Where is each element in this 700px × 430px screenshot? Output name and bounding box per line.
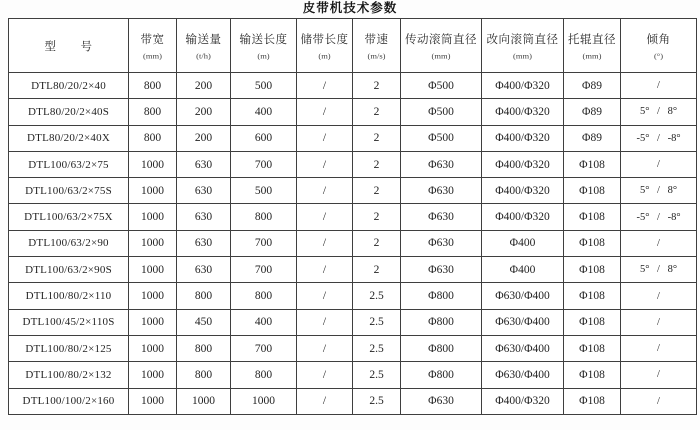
table-head: [9, 19, 697, 73]
cell-capacity: 1000: [177, 388, 231, 414]
column-header-length: [231, 19, 297, 73]
cell-model: DTL100/45/2×110S: [9, 309, 129, 335]
cell-angle: /: [621, 309, 697, 335]
column-header-idler: [564, 19, 621, 73]
cell-model: DTL100/63/2×75X: [9, 204, 129, 230]
cell-idler: Φ108: [564, 178, 621, 204]
cell-drive_drum: Φ500: [401, 73, 482, 99]
cell-model: DTL80/20/2×40S: [9, 99, 129, 125]
column-unit: (m/s): [367, 51, 386, 60]
column-header-speed: [353, 19, 401, 73]
column-header-model: [9, 19, 129, 73]
cell-drive_drum: Φ630: [401, 178, 482, 204]
cell-idler: Φ108: [564, 230, 621, 256]
cell-capacity: 630: [177, 230, 231, 256]
table-row: [9, 257, 697, 283]
cell-idler: Φ108: [564, 362, 621, 388]
column-header-belt_width: [129, 19, 177, 73]
cell-belt_width: 1000: [129, 204, 177, 230]
cell-bend_drum: Φ630/Φ400: [482, 309, 564, 335]
cell-angle: /: [621, 73, 697, 99]
column-header-angle: [621, 19, 697, 73]
cell-length: 800: [231, 204, 297, 230]
cell-angle: /: [621, 335, 697, 361]
table-row: [9, 73, 697, 99]
cell-bend_drum: Φ400/Φ320: [482, 99, 564, 125]
table-row: [9, 151, 697, 177]
cell-capacity: 800: [177, 335, 231, 361]
cell-storage_length: /: [297, 362, 353, 388]
column-label: 带速: [364, 33, 389, 46]
column-label: 改向滚筒直径: [486, 33, 559, 46]
cell-length: 400: [231, 309, 297, 335]
column-unit: (mm): [513, 51, 532, 60]
cell-speed: 2: [353, 99, 401, 125]
cell-bend_drum: Φ400/Φ320: [482, 125, 564, 151]
cell-drive_drum: Φ630: [401, 388, 482, 414]
cell-angle: /: [621, 230, 697, 256]
cell-bend_drum: Φ630/Φ400: [482, 335, 564, 361]
cell-model: DTL100/63/2×75: [9, 151, 129, 177]
column-header-storage_length: [297, 19, 353, 73]
cell-speed: 2.5: [353, 309, 401, 335]
column-header-drive_drum: [401, 19, 482, 73]
cell-length: 700: [231, 230, 297, 256]
cell-idler: Φ108: [564, 151, 621, 177]
cell-belt_width: 800: [129, 73, 177, 99]
cell-bend_drum: Φ400: [482, 230, 564, 256]
cell-idler: Φ89: [564, 125, 621, 151]
table-row: [9, 125, 697, 151]
column-unit: (mm): [582, 51, 602, 60]
cell-model: DTL100/80/2×132: [9, 362, 129, 388]
table-row: [9, 335, 697, 361]
page-title: 皮带机技术参数: [302, 1, 398, 15]
cell-length: 500: [231, 178, 297, 204]
cell-bend_drum: Φ400/Φ320: [482, 73, 564, 99]
cell-bend_drum: Φ400/Φ320: [482, 151, 564, 177]
cell-length: 1000: [231, 388, 297, 414]
cell-storage_length: /: [297, 257, 353, 283]
cell-speed: 2: [353, 178, 401, 204]
cell-storage_length: /: [297, 388, 353, 414]
cell-drive_drum: Φ630: [401, 230, 482, 256]
column-label: 托辊直径: [568, 33, 616, 46]
cell-drive_drum: Φ630: [401, 151, 482, 177]
cell-speed: 2: [353, 204, 401, 230]
cell-storage_length: /: [297, 335, 353, 361]
cell-length: 500: [231, 73, 297, 99]
column-label: 带宽: [140, 33, 165, 46]
cell-storage_length: /: [297, 204, 353, 230]
cell-idler: Φ108: [564, 309, 621, 335]
cell-length: 800: [231, 362, 297, 388]
table-row: [9, 230, 697, 256]
cell-bend_drum: Φ400: [482, 257, 564, 283]
cell-drive_drum: Φ800: [401, 335, 482, 361]
cell-model: DTL80/20/2×40X: [9, 125, 129, 151]
cell-idler: Φ89: [564, 99, 621, 125]
cell-model: DTL100/63/2×90S: [9, 257, 129, 283]
cell-speed: 2.5: [353, 283, 401, 309]
column-header-capacity: [177, 19, 231, 73]
cell-bend_drum: Φ630/Φ400: [482, 362, 564, 388]
cell-angle: -5° / -8°: [621, 125, 697, 151]
column-label: 型 号: [44, 40, 93, 53]
cell-idler: Φ108: [564, 335, 621, 361]
cell-capacity: 200: [177, 125, 231, 151]
column-unit: (m): [318, 51, 331, 60]
cell-angle: 5° / 8°: [621, 257, 697, 283]
cell-belt_width: 1000: [129, 230, 177, 256]
cell-idler: Φ108: [564, 388, 621, 414]
cell-drive_drum: Φ500: [401, 125, 482, 151]
cell-idler: Φ108: [564, 257, 621, 283]
cell-model: DTL100/80/2×110: [9, 283, 129, 309]
column-header-bend_drum: [482, 19, 564, 73]
column-label: 输送量: [185, 33, 222, 46]
cell-length: 700: [231, 335, 297, 361]
column-label: 储带长度: [300, 33, 349, 46]
cell-storage_length: /: [297, 151, 353, 177]
cell-capacity: 800: [177, 283, 231, 309]
cell-speed: 2: [353, 230, 401, 256]
cell-capacity: 450: [177, 309, 231, 335]
cell-angle: -5° / -8°: [621, 204, 697, 230]
cell-belt_width: 800: [129, 99, 177, 125]
cell-speed: 2.5: [353, 335, 401, 361]
cell-belt_width: 1000: [129, 178, 177, 204]
column-unit: (mm): [143, 51, 162, 60]
column-unit: (mm): [431, 51, 451, 60]
cell-belt_width: 800: [129, 125, 177, 151]
cell-belt_width: 1000: [129, 309, 177, 335]
cell-drive_drum: Φ800: [401, 309, 482, 335]
cell-capacity: 630: [177, 204, 231, 230]
cell-capacity: 630: [177, 178, 231, 204]
cell-speed: 2: [353, 73, 401, 99]
cell-capacity: 630: [177, 257, 231, 283]
cell-storage_length: /: [297, 125, 353, 151]
cell-bend_drum: Φ400/Φ320: [482, 388, 564, 414]
cell-capacity: 200: [177, 99, 231, 125]
cell-bend_drum: Φ400/Φ320: [482, 178, 564, 204]
cell-bend_drum: Φ630/Φ400: [482, 283, 564, 309]
column-label: 输送长度: [239, 33, 288, 46]
cell-storage_length: /: [297, 73, 353, 99]
cell-length: 700: [231, 151, 297, 177]
cell-speed: 2: [353, 257, 401, 283]
cell-belt_width: 1000: [129, 151, 177, 177]
cell-storage_length: /: [297, 178, 353, 204]
cell-drive_drum: Φ800: [401, 283, 482, 309]
cell-storage_length: /: [297, 283, 353, 309]
cell-capacity: 800: [177, 362, 231, 388]
cell-length: 800: [231, 283, 297, 309]
cell-storage_length: /: [297, 230, 353, 256]
table-header-row: [9, 19, 697, 73]
cell-model: DTL100/80/2×125: [9, 335, 129, 361]
cell-drive_drum: Φ500: [401, 99, 482, 125]
cell-belt_width: 1000: [129, 335, 177, 361]
cell-drive_drum: Φ800: [401, 362, 482, 388]
table-row: [9, 362, 697, 388]
cell-speed: 2: [353, 125, 401, 151]
cell-model: DTL100/100/2×160: [9, 388, 129, 414]
column-unit: (m): [257, 51, 270, 60]
cell-idler: Φ89: [564, 73, 621, 99]
cell-angle: 5° / 8°: [621, 178, 697, 204]
table-row: [9, 388, 697, 414]
cell-model: DTL100/63/2×75S: [9, 178, 129, 204]
column-label: 传动滚筒直径: [405, 33, 477, 46]
cell-drive_drum: Φ630: [401, 257, 482, 283]
cell-angle: /: [621, 388, 697, 414]
cell-angle: /: [621, 362, 697, 388]
table-row: [9, 178, 697, 204]
column-label: 倾角: [646, 33, 671, 46]
cell-capacity: 630: [177, 151, 231, 177]
cell-angle: 5° / 8°: [621, 99, 697, 125]
cell-length: 600: [231, 125, 297, 151]
cell-model: DTL80/20/2×40: [9, 73, 129, 99]
cell-angle: /: [621, 283, 697, 309]
cell-storage_length: /: [297, 99, 353, 125]
table-row: [9, 204, 697, 230]
cell-bend_drum: Φ400/Φ320: [482, 204, 564, 230]
cell-speed: 2.5: [353, 388, 401, 414]
cell-idler: Φ108: [564, 283, 621, 309]
cell-belt_width: 1000: [129, 257, 177, 283]
cell-drive_drum: Φ630: [401, 204, 482, 230]
cell-model: DTL100/63/2×90: [9, 230, 129, 256]
table-row: [9, 283, 697, 309]
column-unit: (t/h): [196, 51, 211, 60]
cell-idler: Φ108: [564, 204, 621, 230]
spec-table: [8, 18, 697, 415]
cell-length: 400: [231, 99, 297, 125]
cell-capacity: 200: [177, 73, 231, 99]
cell-length: 700: [231, 257, 297, 283]
cell-belt_width: 1000: [129, 362, 177, 388]
cell-belt_width: 1000: [129, 388, 177, 414]
table-row: [9, 99, 697, 125]
cell-speed: 2: [353, 151, 401, 177]
table-body: [9, 73, 697, 415]
cell-storage_length: /: [297, 309, 353, 335]
cell-angle: /: [621, 151, 697, 177]
cell-speed: 2.5: [353, 362, 401, 388]
column-unit: (°): [653, 51, 664, 60]
cell-belt_width: 1000: [129, 283, 177, 309]
table-row: [9, 309, 697, 335]
